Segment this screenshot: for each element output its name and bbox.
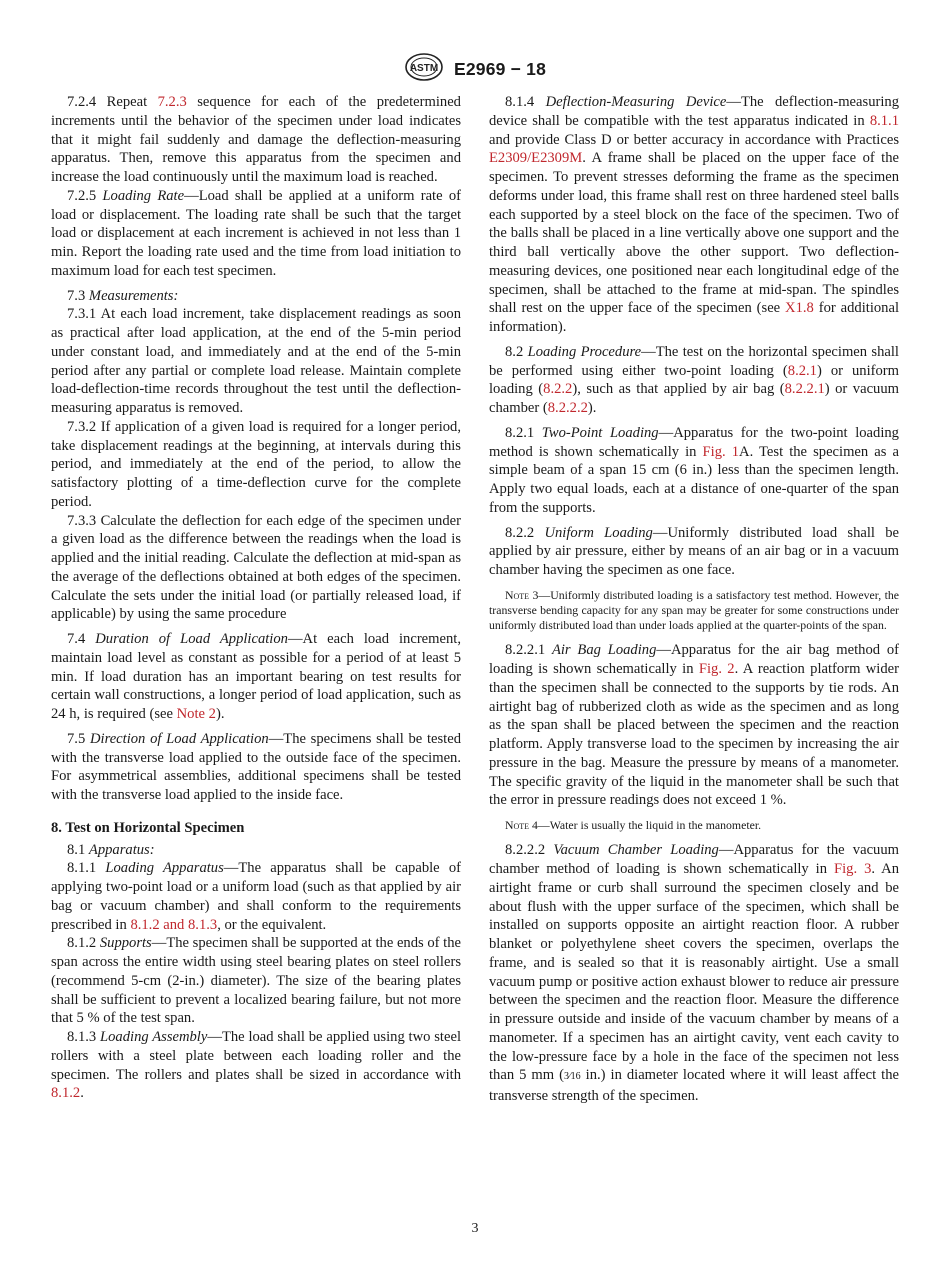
paragraph-8-1-1: 8.1.1 Loading Apparatus—The apparatus shall be capable of applying two-point load or a uniform load (such as that applied by air bag or vacuum chamber) and shall conform to the requirements prescribed in 8.1.2 and 8.1.3, or the equivalent. (51, 860, 462, 933)
page-number: 3 (471, 1221, 479, 1236)
astm-logo-icon (404, 52, 444, 87)
paragraph-8-1: 8.1 Apparatus: (67, 841, 155, 858)
left-column (51, 93, 461, 1103)
link-7-2-3[interactable]: 7.2.3 (157, 94, 187, 110)
standard-designation: E2969 − 18 (453, 59, 546, 79)
section-8-heading: 8. Test on Horizontal Specimen (51, 819, 245, 836)
note-3: Note 3—Uniformly distributed loading is a satisfactory test method. However, the transverse bending capacity for any span may be greater for some constructions under uniformly distributed load than under loads applied at the quarter-points of the span. (489, 587, 900, 633)
link-8-2-1[interactable]: 8.2.1 (787, 362, 817, 379)
paragraph-7-4: 7.4 Duration of Load Application—At each load increment, maintain load level as constant as possible for a period of at least 5 min. If load duration has an important bearing on test results for certain wall constructions, a longer period of load application, such as 24 h, is required (see Note 2). (51, 631, 461, 722)
link-x1-8[interactable]: X1.8 (785, 300, 814, 317)
link-fig-3[interactable]: Fig. 3 (834, 861, 872, 878)
paragraph-7-3-3: 7.3.3 Calculate the deflection for each edge of the specimen under a given load as the difference between the readings when the load is applied and the initial reading. Calculate the deflection at mid-span as the average of the deflections obtained at both edges of the specimen. Calculate the sets under the initial load (or partially released load, if applicable) by using the same procedure (51, 512, 461, 623)
link-fig-1[interactable]: Fig. 1 (702, 443, 740, 460)
svg-text:ASTM: ASTM (409, 63, 439, 74)
paragraph-8-2-2: 8.2.2 Uniform Loading—Uniformly distributed load shall be applied by air pressure, either by means of an air bag or in a vacuum chamber having the specimen as one face. (489, 524, 899, 578)
paragraph-8-1-4: 8.1.4 Deflection-Measuring Device—The deflection-measuring device shall be compatible with the test apparatus indicated in 8.1.1 and provide Class D or better accuracy in accordance with Practices E2309/E2309M. A frame shall be placed on the upper face of the specimen. To prevent stresses deforming the frame as the specimen deforms under load, this frame shall rest on three hardened steel balls each supported by a steel block on the face of the specimen. Two of the balls shall be placed in a line vertically above one support and the third ball vertically above the other support. Two deflection-measuring devices, one positioned near each longitudinal edge of the specimen, shall be attached to the frame at mid-span. The spindles shall rest on the upper face of the specimen (see X1.8 for additional information). (489, 94, 900, 335)
page-header (0, 52, 950, 82)
link-fig-2[interactable]: Fig. 2 (698, 661, 735, 678)
paragraph-7-3: 7.3 Measurements: (67, 287, 179, 304)
note-4: Note 4—Water is usually the liquid in the manometer. (505, 818, 762, 833)
paragraph-7-2-5: 7.2.5 Loading Rate—Load shall be applied at a uniform rate of load or displacement. The loading rate shall be such that the target load or displacement at each increment is achieved in not less than 1 min. Report the loading rate used and the time from load initiation to maximum load for each test specimen. (51, 187, 461, 279)
link-e2309[interactable]: E2309/E2309M (489, 150, 583, 167)
paragraph-7-3-1: 7.3.1 At each load increment, take displacement readings as soon as practical after load application, at the end of the 5-min period under constant load, and immediately and at the end of the 5-min period after any partial or complete load release. Maintain complete load-deflection-time records throughout the test until the deflection-measuring apparatus is removed. (51, 306, 461, 416)
paragraph-7-3-2: 7.3.2 If application of a given load is required for a longer period, take displacement readings at the beginning, at intervals during this period, and immediately at the end of the period, to allow the satisfactory plotting of a time-deflection curve for the complete period. (51, 418, 461, 510)
link-8-1-2-and-8-1-3[interactable]: 8.1.2 and 8.1.3 (130, 916, 218, 933)
fraction-3-16: 3⁄16 (563, 1071, 581, 1083)
paragraph-8-1-3: 8.1.3 Loading Assembly—The load shall be applied using two steel rollers with a steel plate between each loading roller and the specimen. The rollers and plates shall be sized in accordance with 8.1.2. (51, 1029, 461, 1102)
paragraph-8-2-1: 8.2.1 Two-Point Loading—Apparatus for the two-point loading method is shown schematically in Fig. 1A. Test the specimen as a simple beam of a span 15 cm (6 in.) less than the specimen length. Apply two equal loads, each at a distance of one-quarter of the span from the supports. (489, 424, 899, 516)
link-8-2-2[interactable]: 8.2.2 (543, 381, 573, 398)
paragraph-8-2: 8.2 Loading Procedure—The test on the horizontal specimen shall be performed using either two-point loading (8.2.1) or uniform loading (8.2.2), such as that applied by air bag (8.2.2.1) or vacuum chamber (8.2.2.2). (489, 343, 900, 416)
link-note-2[interactable]: Note 2 (176, 706, 216, 722)
link-8-1-1[interactable]: 8.1.1 (869, 112, 899, 129)
link-8-1-2[interactable]: 8.1.2 (51, 1085, 81, 1102)
paragraph-8-2-2-2: 8.2.2.2 Vacuum Chamber Loading—Apparatus for the vacuum chamber method of loading is shown schematically in Fig. 3. An airtight frame or curb shall surround the specimen closely and be about flush with the upper surface of the specimen, which shall be installed on supports opposite an airtight reaction floor. A rubber blanket or polyethylene sheet covers the specimen, overlaps the frame, and is sealed so that it is reasonably airtight. Use a small vacuum pump or positive action exhaust blower to reduce air pressure between the specimen and the reaction floor. Measure the difference in pressure outside and inside of the vacuum chamber by means of a manometer. If a specimen has an airtight cavity, vent each cavity to the low-pressure face by a hole in the face of the specimen not less than 5 mm (3⁄16 in.) in diameter located where it will least affect the transverse strength of the specimen. (489, 842, 900, 1105)
paragraph-8-2-2-1: 8.2.2.1 Air Bag Loading—Apparatus for the air bag method of loading is shown schematically in Fig. 2. A reaction platform wider than the specimen shall be connected to the supports by tie rods. An airtight bag of rubberized cloth as wide as the specimen and as long as the span shall be placed between the specimen and the reaction platform. Apply transverse load to the specimen by increasing the air pressure in the bag. Measure the pressure by means of a manometer. The specific gravity of the liquid in the manometer shall be such that the error in pressure readings does not exceed 1 %. (489, 642, 900, 809)
link-8-2-2-2[interactable]: 8.2.2.2 (547, 400, 588, 416)
paragraph-7-5: 7.5 Direction of Load Application—The specimens shall be tested with the transverse load applied to the outside face of the specimen. For asymmetrical assemblies, additional specimens shall be tested with the transverse load applied to the inside face. (51, 730, 461, 803)
right-column (489, 93, 899, 1106)
link-8-2-2-1[interactable]: 8.2.2.1 (784, 381, 825, 398)
paragraph-7-2-4: 7.2.4 Repeat 7.2.3 sequence for each of the predetermined increments until the behavior of the specimen under load indicates that it might fail suddenly and damage the deflection-measuring apparatus. Then, remove this apparatus from the specimen and increase the load continuously until the maximum load is reached. (51, 94, 461, 185)
paragraph-8-1-2: 8.1.2 Supports—The specimen shall be supported at the ends of the span across the entire width using steel bearing plates on steel rollers (recommend 5-cm (2-in.) diameter). The size of the bearing plates shall be sufficient to prevent a localized bearing failure, but not more that 5 % of the test span. (51, 935, 461, 1027)
